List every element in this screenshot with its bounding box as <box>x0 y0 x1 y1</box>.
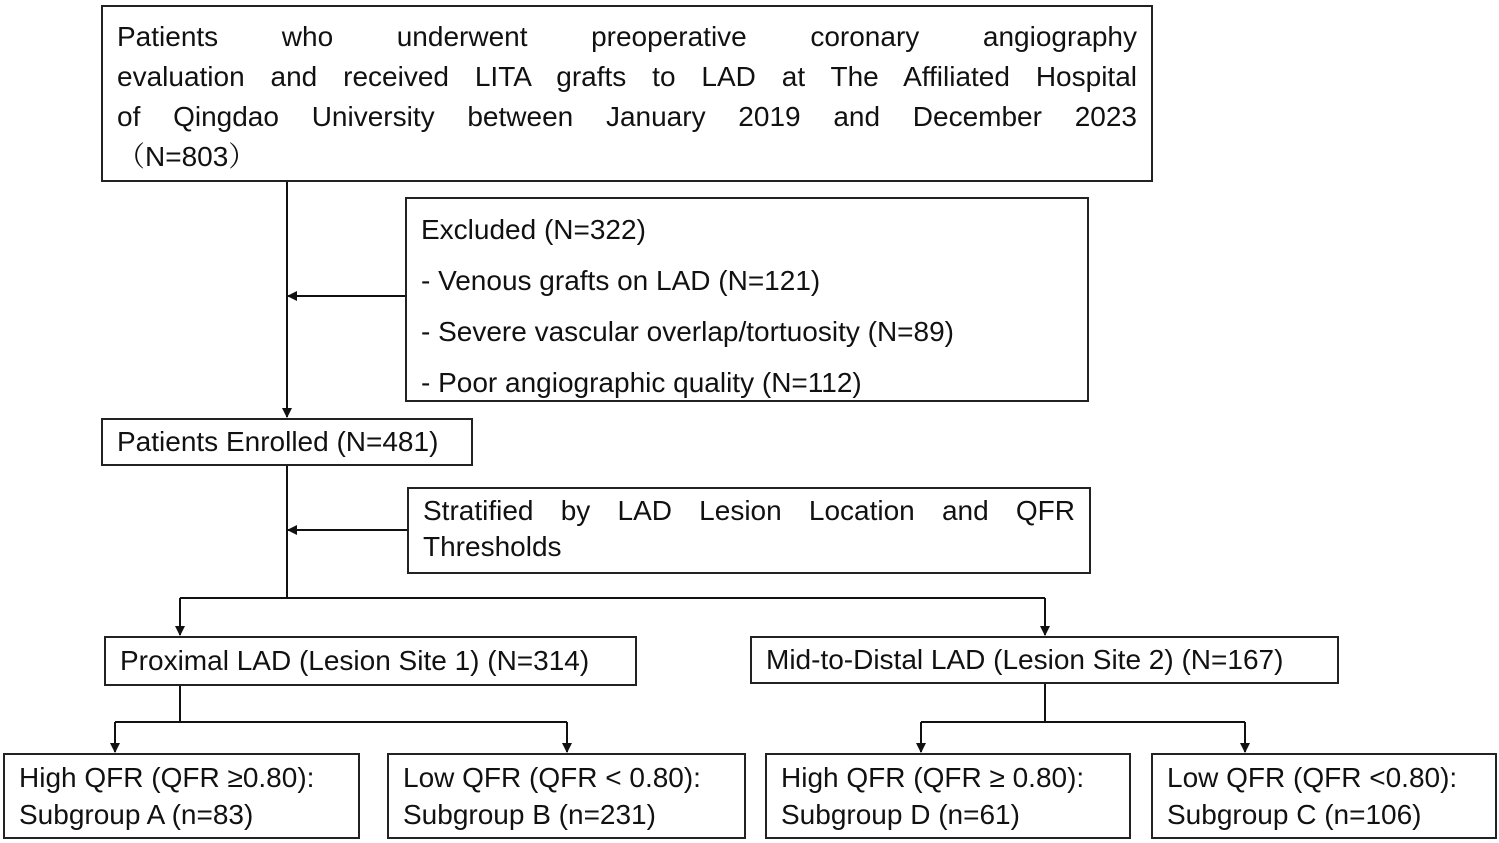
excluded-item: - Poor angiographic quality (N=112) <box>421 367 862 398</box>
subgroup-d-box: High QFR (QFR ≥ 0.80): Subgroup D (n=61) <box>765 753 1131 839</box>
initial-population-box: Patients who underwent preoperative coronary angiography evaluation and received LITA grafts to LAD at The Affiliated Hospital of Qingdao University between January 2019 and December 2023 （N=803） <box>101 5 1153 182</box>
subgroup-a-box: High QFR (QFR ≥0.80): Subgroup A (n=83) <box>3 753 360 839</box>
mid-distal-lad-box: Mid-to-Distal LAD (Lesion Site 2) (N=167) <box>750 636 1339 684</box>
proximal-lad-box: Proximal LAD (Lesion Site 1) (N=314) <box>104 636 637 686</box>
subgroup-b-box: Low QFR (QFR < 0.80): Subgroup B (n=231) <box>387 753 746 839</box>
excluded-item: - Venous grafts on LAD (N=121) <box>421 265 821 296</box>
excluded-item: - Severe vascular overlap/tortuosity (N=89) <box>421 316 954 347</box>
subgroup-c-box: Low QFR (QFR <0.80): Subgroup C (n=106) <box>1151 753 1497 839</box>
enrolled-box: Patients Enrolled (N=481) <box>101 418 473 466</box>
stratified-box: Stratified by LAD Lesion Location and QFR Thresholds <box>407 487 1091 574</box>
excluded-box: Excluded (N=322) - Venous grafts on LAD (N=121) - Severe vascular overlap/tortuosity (N=89) - Poor angiographic quality (N=112) <box>405 197 1089 402</box>
